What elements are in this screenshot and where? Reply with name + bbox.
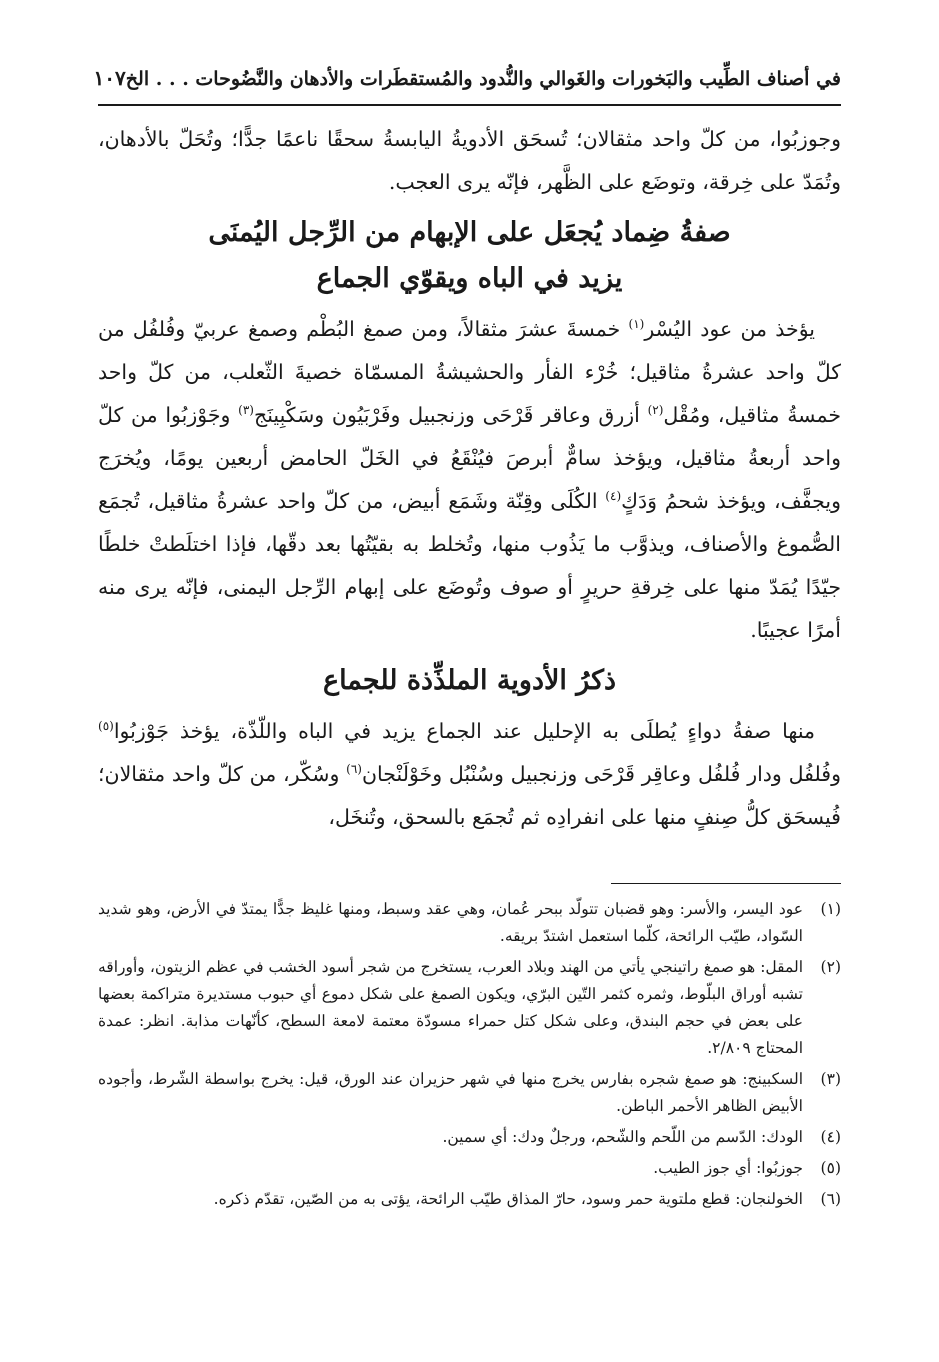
footnote-ref-2[interactable]: (٢) — [647, 403, 664, 418]
footnote-ref-1[interactable]: (١) — [628, 317, 645, 332]
footnote-1 — [98, 896, 841, 950]
footnote-text: الخولنجان: قطع ملتوية حمر وسود، حارّ المذاق طيّب الرائحة، يؤتى به من الصّين، تقدّم ذكره. — [213, 1190, 803, 1208]
section-heading-line: ذكرُ الأدوية الملذِّذة للجماع — [322, 665, 617, 696]
running-header — [93, 66, 841, 106]
footnote-number: (٤) — [820, 1128, 841, 1146]
footnote-ref-5[interactable]: (٥) — [98, 719, 114, 734]
footnote-ref-4[interactable]: (٤) — [605, 489, 622, 504]
paragraph-text: وجَوْزبُوا من كلّ واحد أربعةُ مثاقيل، ويؤخذ سامٌّ أبرصَ فيُنْقَعُ في الخَلّ الحامض أربعين يومًا، ويُخرَج ويجفَّف، ويؤخذ شحمُ وَدَكٍ — [98, 403, 842, 513]
footnote-number: (٢) — [820, 958, 841, 976]
page-number: ١٠٧ — [93, 66, 126, 90]
paragraph-text: يؤخذ من عود اليُسْر — [644, 317, 815, 341]
footnote-4 — [98, 1124, 841, 1151]
main-text — [98, 118, 841, 839]
paragraph-text: وفُلفُل ودار فُلفُل وعاقِر قَرْحَى وزنجبيل وسُنْبُل وخَوْلَنْجان — [361, 762, 841, 786]
paragraph-text: منها صفةُ دواءٍ يُطلَى به الإحليل عند الجماع يزيد في الباه واللّذّة، يؤخذ جَوْزبُوا — [113, 719, 815, 743]
footnote-number: (٥) — [820, 1159, 841, 1177]
running-title: في أصناف الطِّيب والبَخورات والغَوالي والنُّدود والمُستقطَرات والأدهان والنَّضُوحات . . . الخ — [125, 68, 841, 90]
paragraph-text: أزرق وعاقر قَرْحَى وزنجبيل وفَرْبَيُون وسَكْبِينَج — [253, 403, 648, 427]
footnote-6 — [98, 1186, 841, 1213]
footnote-ref-6[interactable]: (٦) — [346, 762, 362, 777]
footnote-text: السكبينج: هو صمغ شجره بفارس يخرج منها في شهر حزيران عند الورق، قيل: يخرج بواسطة الشّرط، وأجوده الأبيض الظاهر الأحمر الباطن. — [98, 1070, 803, 1115]
paragraph-text: الكُلَى وقِنّة وشَمَع أبيض، من كلّ واحد عشرةُ مثاقيل، تُجمَع الصُّموغ والأصناف، ويذوَّب ما يَذُوب منها، وتُخلط به بقيّتُها بعد دقّها، فإذا اختلَطتْ خلطًا جيّدًا يُمَدّ منها على خِرقةِ حريرٍ أو صوف وتُوضَع على إبهام الرِّجل اليمنى، فإنّه يرى منه أمرًا عجيبًا. — [98, 489, 841, 642]
footnote-5 — [98, 1155, 841, 1182]
pleasure-recipe-paragraph — [98, 710, 841, 839]
footnote-text: عود اليسر، والأسر: وهو قضبان تتولّد ببحر عُمان، وهي عقد وسبط، ومنها غليظ جدًّا يمتدّ في الأرض، وهو شديد السّواد، طيّب الرائحة، كلّما استعمل اشتدّ بريقه. — [98, 900, 803, 945]
footnote-2 — [98, 954, 841, 1062]
footnote-number: (٣) — [820, 1070, 841, 1088]
compress-recipe-paragraph — [98, 308, 841, 652]
paragraph-text: خمسةَ عشرَ مثقالاً، ومن صمغ البُطْم وصمغ عربيّ وفُلفُل من كلّ واحد عشرةُ مثاقيل؛ خُرْء الفأر والحشيشةُ المسمّاة خصيةَ الثّعلب، من كلّ واحد خمسةُ مثاقيل، ومُقْل — [98, 317, 841, 427]
footnote-divider — [611, 883, 841, 884]
footnote-text: الودك: الدّسم من اللّحم والشّحم، ورجلٌ ودك: أي سمين. — [442, 1128, 803, 1146]
footnote-ref-3[interactable]: (٣) — [238, 403, 254, 418]
section-heading-line-1: صفةُ ضِماد يُجعَل على الإبهام من الرِّجل اليُمنَى — [208, 217, 731, 248]
footnote-number: (٦) — [820, 1190, 841, 1208]
footnote-number: (١) — [820, 900, 841, 918]
section-heading-pleasure-remedies — [98, 658, 841, 704]
footnote-text: المقل: هو صمغ راتينجي يأتي من الهند وبلاد العرب، يستخرج من شجر أسود الخشب في عظم الزيتون، وأوراقه تشبه أوراق البلّوط، وثمره كثمر التّين البرّي، ويكون الصمغ على شكل دموع أي حبوب مستديرة متراكمة بعضها على بعض في حجم البندق، وعلى شكل كتل حمراء مسودّة معتمة لامعة السطح، كأنّهات مذابة. انظر: عمدة المحتاج ٢/٨٠٩. — [98, 958, 803, 1057]
footnotes — [98, 896, 841, 1213]
intro-paragraph: وجوزبُوا، من كلّ واحد مثقالان؛ تُسحَق الأدويةُ اليابسةُ سحقًا ناعمًا جدًّا؛ وتُحَلّ بالأدهان، وتُمَدّ على خِرقة، وتوضَع على الظَّهر، فإنّه يرى العجب. — [98, 127, 841, 194]
paragraph-text: وسُكّر، من كلّ واحد مثقالان؛ فُيسحَق كلُّ صِنفٍ منها على انفرادِه ثم تُجمَع بالسحق، وتُنخَل، — [98, 762, 841, 829]
footnote-3 — [98, 1066, 841, 1120]
section-heading-line-2: يزيد في الباه ويقوّي الجماع — [316, 263, 623, 294]
section-heading-compress — [98, 210, 841, 302]
footnote-text: جوزبُوا: أي جوز الطيب. — [653, 1159, 803, 1177]
